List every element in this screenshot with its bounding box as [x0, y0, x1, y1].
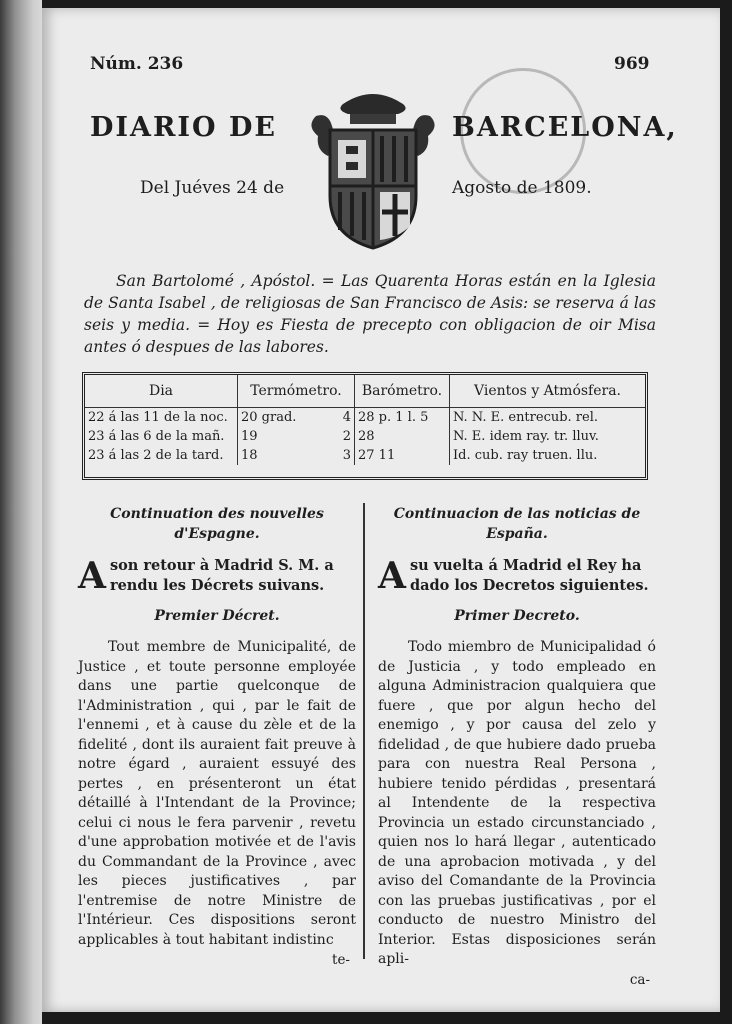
weather-baro: 28 [355, 427, 450, 446]
spanish-catchword: ca- [629, 971, 650, 988]
spanish-decree-title: Primer Decreto. [454, 608, 580, 624]
french-lead [78, 556, 356, 596]
spanish-heading: Continuacion de las noticias de España. [393, 506, 641, 542]
masthead-left: DIARIO DE [90, 112, 277, 143]
spanish-dropcap: A [378, 555, 406, 597]
french-heading: Continuation des nouvelles d'Espagne. [110, 506, 324, 542]
column-divider [363, 503, 365, 959]
masthead-right: BARCELONA, [452, 112, 678, 143]
spanish-column [378, 504, 656, 988]
saints-notice [84, 270, 656, 358]
weather-header-barometer: Barómetro. [355, 375, 450, 408]
spanish-lead-text: su vuelta á Madrid el Rey ha dado los Decretos siguientes. [409, 557, 649, 594]
issue-number: Núm. 236 [90, 54, 184, 74]
saints-notice-text: San Bartolomé , Apóstol. = Las Quarenta Horas están en la Iglesia de Santa Isabel , de religiosas de San Francisco de Asis: se reserva á las seis y media. = Hoy es Fiesta de precepto con obligacion de oir Misa antes ó despues de las labores. [84, 272, 656, 356]
french-lead-text: son retour à Madrid S. M. a rendu les Décrets suivans. [109, 557, 334, 594]
spanish-body: Todo miembro de Municipalidad ó de Justicia , y todo empleado en alguna Administracion qualquiera que fuere , que por algun hecho del enemigo , y por causa del zelo y fidelidad , de que hubiere dado prueba para con nuestra Real Persona , hubiere tenido pérdidas , presentará al Intendente de la respectiva Provincia un estado circunstanciado , quien nos lo hará llegar , autenticado de una aprobacion motivada , y del aviso del Comandante de la Provincia con las pruebas justificativas , por el conducto de nuestro Ministro del Interior. Estas disposiciones serán apli- [378, 639, 656, 967]
spanish-lead [378, 556, 656, 596]
weather-header-day: Dia [85, 375, 238, 408]
weather-day: 23 á las 2 de la tard. [85, 446, 238, 465]
weather-day: 23 á las 6 de la mañ. [85, 427, 238, 446]
weather-therm [238, 408, 355, 428]
weather-day: 22 á las 11 de la noc. [85, 408, 238, 428]
french-decree-title: Premier Décret. [154, 608, 280, 624]
newspaper-page [42, 8, 720, 1012]
weather-therm [238, 427, 355, 446]
table-row [85, 408, 645, 428]
weather-header-wind: Vientos y Atmósfera. [450, 375, 646, 408]
coat-of-arms-icon [298, 86, 448, 258]
date-left: Del Juéves 24 de [140, 178, 285, 198]
weather-therm-frac: 2 [342, 429, 351, 444]
weather-therm-frac: 3 [342, 448, 351, 463]
table-row [85, 446, 645, 465]
table-row [85, 427, 645, 446]
weather-therm-frac: 4 [342, 410, 351, 425]
weather-wind: N. N. E. entrecub. rel. [453, 410, 599, 425]
weather-therm-value: 19 [241, 429, 258, 444]
date-right: Agosto de 1809. [452, 178, 592, 198]
weather-header-thermometer: Termómetro. [238, 375, 355, 408]
weather-therm-value: 20 grad. [241, 410, 297, 425]
weather-baro: 28 p. 1 l. 5 [355, 408, 450, 428]
weather-therm [238, 446, 355, 465]
french-body: Tout membre de Municipalité, de Justice , et toute personne employée dans une partie quelconque de l'Administration , qui , par le fait de l'ennemi , et à cause du zèle et de la fidelité , dont ils auraient fait preuve à notre égard , auraient essuyé des pertes , en présenteront un état détaillé à l'Intendant de la Province; celui ci nous le fera parvenir , revetu d'une approbation motivée et de l'avis du Commandant de la Province , avec les pieces justificatives , par l'entremise de notre Ministre de l'Intérieur. Ces dispositions seront applicables à tout habitant indistinc [78, 639, 356, 948]
french-catchword: te- [332, 952, 350, 968]
french-dropcap: A [78, 555, 106, 597]
page-number: 969 [614, 54, 650, 74]
weather-wind: Id. cub. ray truen. llu. [453, 448, 598, 463]
weather-baro: 27 11 [355, 446, 450, 465]
weather-wind: N. E. idem ray. tr. lluv. [453, 429, 599, 444]
weather-table [82, 372, 648, 480]
book-spine [0, 0, 42, 1024]
french-column [78, 504, 356, 968]
weather-therm-value: 18 [241, 448, 258, 463]
